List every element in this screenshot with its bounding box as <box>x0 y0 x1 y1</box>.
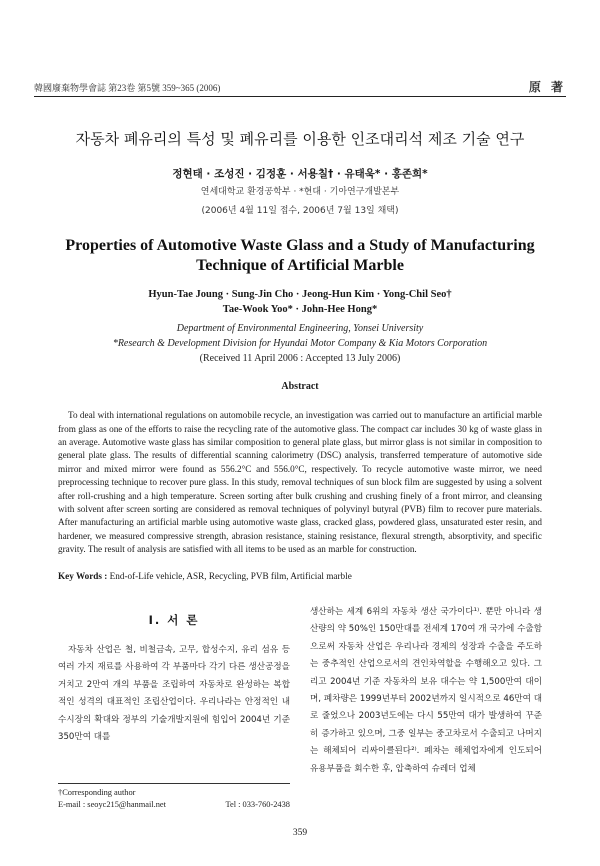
received-date: Received 11 April 2006 <box>202 353 298 364</box>
footnote-corresponding: †Corresponding author <box>58 788 136 797</box>
journal-citation: 韓國廢棄物學會誌 第23卷 第5號 359~365 (2006) <box>34 83 221 93</box>
footnote-email: E-mail : seoyc215@hanmail.net <box>58 800 166 809</box>
english-authors <box>40 287 560 317</box>
running-head <box>34 78 566 94</box>
abstract-text: To deal with international regulations on automobile recycle, an investigation was carried out to manufacture an artificial marble from glass as one of the efforts to raise the recycling rate of the automotive glass. The compact car includes 30 kg of waste glass in an average. Automotive waste glass has similar composition to general plate glass, but mirror glass is not similar in composition to general plate glass. The results of differential scanning calorimetry (DSC) analysis, transferred temperature of automotive side mirror and mixed mirror were found as 556.2°C and 556.0°C, respectively. To recycle automotive waste mirror, we need preprocessing technique to recover pure glass. In this study, removal techniques of sun block film are suggested by using a solvent after roll-crushing and a high temperature. Screen sorting after bulk crushing and crushing finely of a front mirror, and cleansing with solvent after screen sorting are considered as removal techniques of polyvinyl butyral (PVB) film to recover pure materials. After manufacturing an artificial marble using automotive waste glass, cracked glass, powdered glass, unsaturated ester resin, and hardener, we measured compressive strength, abrasion resistance, staining resistance, flexural strength, absorptivity, and specific gravity. The result of analysis are satisfied with all items to be used as an marble for construction. <box>58 410 542 555</box>
english-affiliation-line1: Department of Environmental Engineering, Yonsei University <box>176 323 424 334</box>
footnote-contact <box>58 799 290 811</box>
english-authors-line2: Tae-Wook Yoo* · John-Hee Hong* <box>222 304 378 315</box>
article-type-label: 原 著 <box>528 80 566 94</box>
corresponding-author-footnote <box>58 783 290 811</box>
english-dates: (Received 11 April 2006 : Accepted 13 July 2006) <box>199 353 401 364</box>
english-affiliation <box>40 321 560 351</box>
english-authors-line1: Hyun-Tae Joung · Sung-Jin Cho · Jeong-Hun Kim · Yong-Chil Seo† <box>148 289 452 300</box>
korean-affiliation: 연세대학교 환경공학부 · *현대 · 기아연구개발본부 <box>200 187 400 197</box>
english-title-line1: Properties of Automotive Waste Glass and a Study of Manufacturing <box>65 237 535 254</box>
intro-paragraph-left: 자동차 산업은 철, 비철금속, 고무, 합성수지, 유리 섬유 등 여러 가지 재료를 사용하여 각 부품마다 각기 다른 생산공정을 거치고 2만여 개의 부품을 조립하여 자동차로 완성하는 복합적인 성격의 대표적인 조립산업이다. 우리나라는 안정적인 내수시장의 확대와 정부의 기술개발지원에 힘입어 2004년 기준 350만여 대를 <box>58 645 290 743</box>
header-rule <box>34 96 566 97</box>
left-column <box>58 604 290 746</box>
keywords-label: Key Words : <box>58 571 108 581</box>
korean-dates: (2006년 4월 11일 접수, 2006년 7월 13일 채택) <box>201 206 399 216</box>
english-affiliation-line2: *Research & Development Division for Hyundai Motor Company & Kia Motors Corporation <box>112 338 488 349</box>
intro-paragraph-right: 생산하는 세계 6위의 자동차 생산 국가이다¹⁾. 뿐만 아니라 생산량의 약 50%인 150만대를 전세계 170여 개 국가에 수출함으로써 자동차 산업은 우리나라 경제의 성장과 수출을 주도하는 중추적인 산업으로서의 견인차역할을 수행해오고 있다. 그리고 2004년 기준 자동차의 보유 대수는 약 1,500만여 대이며, 폐차량은 1999년부터 2002년까지 일시적으로 46만여 대로 줄었으나 2003년도에는 다시 55만여 대가 발생하여 꾸준히 증가하고 있으며, 그중 일부는 중고차로서 수출되고 나머지는 해체되어 리싸이클된다²⁾. 폐차는 해체업자에게 인도되어 유용부품을 회수한 후, 압축하여 슈레더 업체 <box>310 607 542 774</box>
keywords <box>58 571 542 581</box>
abstract-heading: Abstract <box>281 381 319 392</box>
english-title <box>40 236 560 276</box>
keywords-text: End-of-Life vehicle, ASR, Recycling, PVB film, Artificial marble <box>109 571 352 581</box>
footnote-tel: Tel : 033-760-2438 <box>225 800 290 809</box>
korean-title: 자동차 폐유리의 특성 및 폐유리를 이용한 인조대리석 제조 기술 연구 <box>75 130 525 148</box>
page-number: 359 <box>292 828 308 838</box>
right-column <box>310 604 542 778</box>
korean-authors: 정현태 · 조성진 · 김정훈 · 서용칠† · 유태욱* · 홍존희* <box>172 168 428 180</box>
english-title-line2: Technique of Artificial Marble <box>196 257 404 274</box>
accepted-date: Accepted 13 July 2006 <box>305 353 398 364</box>
section-heading-introduction: I. 서 론 <box>148 613 200 627</box>
